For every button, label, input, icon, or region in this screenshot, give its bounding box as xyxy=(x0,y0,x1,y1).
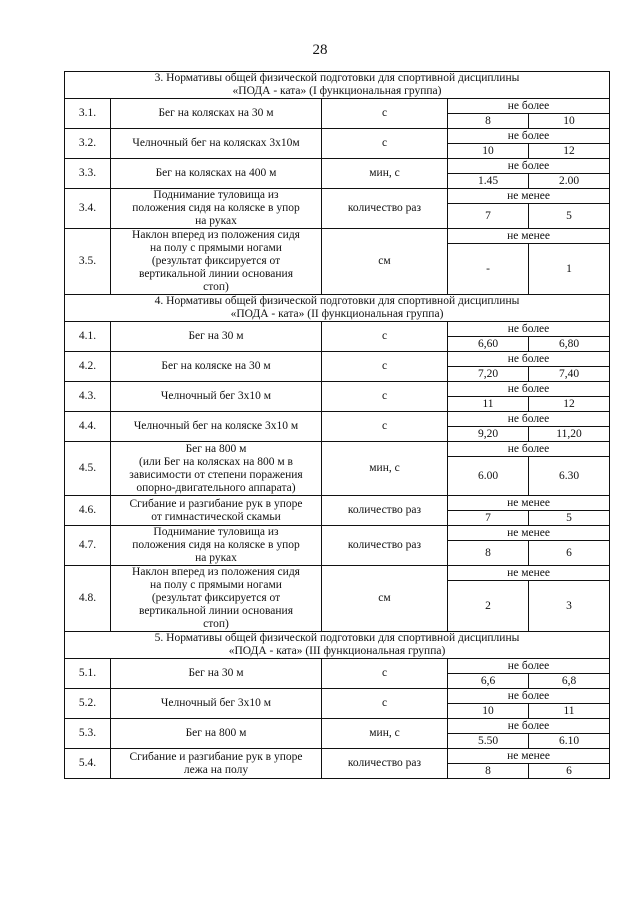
value-1: 1.45 xyxy=(448,174,529,189)
table-row-5-1 xyxy=(65,659,610,674)
requirement: не менее xyxy=(448,749,610,764)
requirement: не более xyxy=(448,659,610,674)
value-1: 7,20 xyxy=(448,367,529,382)
value-1: 7 xyxy=(448,204,529,229)
exercise-name: Бег на колясках на 30 м xyxy=(111,99,322,129)
exercise-name: Наклон вперед из положения сидя на полу с прямыми ногами (результат фиксируется от вертикальной линии основания стоп) xyxy=(111,566,322,632)
unit: с xyxy=(322,689,448,719)
unit: мин, с xyxy=(322,719,448,749)
unit: с xyxy=(322,322,448,352)
requirement: не менее xyxy=(448,189,610,204)
value-1: 7 xyxy=(448,511,529,526)
row-number: 4.8. xyxy=(65,566,111,632)
exercise-name: Поднимание туловища из положения сидя на коляске в упор на руках xyxy=(111,526,322,566)
requirement: не более xyxy=(448,159,610,174)
exercise-name: Челночный бег на колясках 3х10м xyxy=(111,129,322,159)
unit: с xyxy=(322,129,448,159)
table-row-3-1 xyxy=(65,99,610,114)
value-2: 11,20 xyxy=(529,427,610,442)
value-2: 3 xyxy=(529,581,610,632)
row-number: 5.4. xyxy=(65,749,111,779)
requirement: не более xyxy=(448,689,610,704)
section-header-4 xyxy=(65,295,610,322)
requirement: не менее xyxy=(448,566,610,581)
table-row-5-2 xyxy=(65,689,610,704)
table-row-4-7 xyxy=(65,526,610,541)
value-1: 2 xyxy=(448,581,529,632)
exercise-name: Челночный бег на коляске 3х10 м xyxy=(111,412,322,442)
unit: количество раз xyxy=(322,526,448,566)
requirement: не менее xyxy=(448,496,610,511)
row-number: 4.2. xyxy=(65,352,111,382)
requirement: не более xyxy=(448,442,610,457)
table-row-3-4 xyxy=(65,189,610,204)
row-number: 4.5. xyxy=(65,442,111,496)
requirement: не менее xyxy=(448,229,610,244)
value-2: 6.10 xyxy=(529,734,610,749)
value-2: 2.00 xyxy=(529,174,610,189)
row-number: 3.5. xyxy=(65,229,111,295)
requirement: не более xyxy=(448,412,610,427)
exercise-name: Бег на 30 м xyxy=(111,659,322,689)
row-number: 5.3. xyxy=(65,719,111,749)
page-number: 28 xyxy=(312,42,328,58)
table-row-4-2 xyxy=(65,352,610,367)
value-2: 6 xyxy=(529,541,610,566)
requirement: не более xyxy=(448,322,610,337)
value-1: 10 xyxy=(448,144,529,159)
value-1: 8 xyxy=(448,541,529,566)
row-number: 5.1. xyxy=(65,659,111,689)
section-header-5 xyxy=(65,632,610,659)
exercise-name: Бег на 800 м (или Бег на колясках на 800 м в зависимости от степени поражения опорно-двигательного аппарата) xyxy=(111,442,322,496)
value-1: 11 xyxy=(448,397,529,412)
table-row-3-5 xyxy=(65,229,610,244)
row-number: 3.1. xyxy=(65,99,111,129)
exercise-name: Бег на 800 м xyxy=(111,719,322,749)
value-2: 5 xyxy=(529,511,610,526)
section-title: 5. Нормативы общей физической подготовки для спортивной дисциплины «ПОДА - ката» (III функциональная группа) xyxy=(65,632,610,659)
exercise-name: Челночный бег 3х10 м xyxy=(111,689,322,719)
unit: см xyxy=(322,229,448,295)
value-1: 8 xyxy=(448,764,529,779)
value-1: - xyxy=(448,244,529,295)
value-1: 8 xyxy=(448,114,529,129)
section-header-3 xyxy=(65,72,610,99)
row-number: 3.2. xyxy=(65,129,111,159)
value-2: 11 xyxy=(529,704,610,719)
requirement: не более xyxy=(448,352,610,367)
table-row-4-6 xyxy=(65,496,610,511)
requirement: не более xyxy=(448,129,610,144)
exercise-name: Наклон вперед из положения сидя на полу с прямыми ногами (результат фиксируется от вертикальной линии основания стоп) xyxy=(111,229,322,295)
table-row-4-5 xyxy=(65,442,610,457)
exercise-name: Бег на коляске на 30 м xyxy=(111,352,322,382)
unit: мин, с xyxy=(322,159,448,189)
requirement: не более xyxy=(448,382,610,397)
unit: с xyxy=(322,382,448,412)
table-row-3-2 xyxy=(65,129,610,144)
unit: с xyxy=(322,412,448,442)
value-2: 10 xyxy=(529,114,610,129)
value-1: 6.00 xyxy=(448,457,529,496)
exercise-name: Челночный бег 3х10 м xyxy=(111,382,322,412)
requirement: не менее xyxy=(448,526,610,541)
section-title: 3. Нормативы общей физической подготовки для спортивной дисциплины «ПОДА - ката» (I функциональная группа) xyxy=(65,72,610,99)
exercise-name: Сгибание и разгибание рук в упоре от гимнастической скамьи xyxy=(111,496,322,526)
requirement: не более xyxy=(448,99,610,114)
unit: количество раз xyxy=(322,496,448,526)
value-1: 10 xyxy=(448,704,529,719)
value-2: 1 xyxy=(529,244,610,295)
row-number: 4.1. xyxy=(65,322,111,352)
table-row-3-3 xyxy=(65,159,610,174)
value-2: 5 xyxy=(529,204,610,229)
unit: количество раз xyxy=(322,189,448,229)
row-number: 5.2. xyxy=(65,689,111,719)
row-number: 3.3. xyxy=(65,159,111,189)
table-row-4-8 xyxy=(65,566,610,581)
exercise-name: Поднимание туловища из положения сидя на коляске в упор на руках xyxy=(111,189,322,229)
requirement: не более xyxy=(448,719,610,734)
exercise-name: Бег на колясках на 400 м xyxy=(111,159,322,189)
table-row-5-4 xyxy=(65,749,610,764)
section-title: 4. Нормативы общей физической подготовки для спортивной дисциплины «ПОДА - ката» (II функциональная группа) xyxy=(65,295,610,322)
row-number: 4.7. xyxy=(65,526,111,566)
unit: с xyxy=(322,352,448,382)
value-2: 12 xyxy=(529,397,610,412)
row-number: 4.3. xyxy=(65,382,111,412)
row-number: 4.6. xyxy=(65,496,111,526)
value-2: 6,8 xyxy=(529,674,610,689)
value-1: 9,20 xyxy=(448,427,529,442)
table-row-4-4 xyxy=(65,412,610,427)
value-2: 12 xyxy=(529,144,610,159)
value-2: 6,80 xyxy=(529,337,610,352)
unit: см xyxy=(322,566,448,632)
unit: мин, с xyxy=(322,442,448,496)
exercise-name: Бег на 30 м xyxy=(111,322,322,352)
exercise-name: Сгибание и разгибание рук в упоре лежа на полу xyxy=(111,749,322,779)
table-row-4-3 xyxy=(65,382,610,397)
row-number: 4.4. xyxy=(65,412,111,442)
unit: с xyxy=(322,99,448,129)
value-2: 6 xyxy=(529,764,610,779)
value-2: 6.30 xyxy=(529,457,610,496)
norms-table xyxy=(64,71,610,779)
row-number: 3.4. xyxy=(65,189,111,229)
unit: количество раз xyxy=(322,749,448,779)
table-row-5-3 xyxy=(65,719,610,734)
table-row-4-1 xyxy=(65,322,610,337)
value-1: 5.50 xyxy=(448,734,529,749)
value-1: 6,6 xyxy=(448,674,529,689)
value-1: 6,60 xyxy=(448,337,529,352)
unit: с xyxy=(322,659,448,689)
value-2: 7,40 xyxy=(529,367,610,382)
